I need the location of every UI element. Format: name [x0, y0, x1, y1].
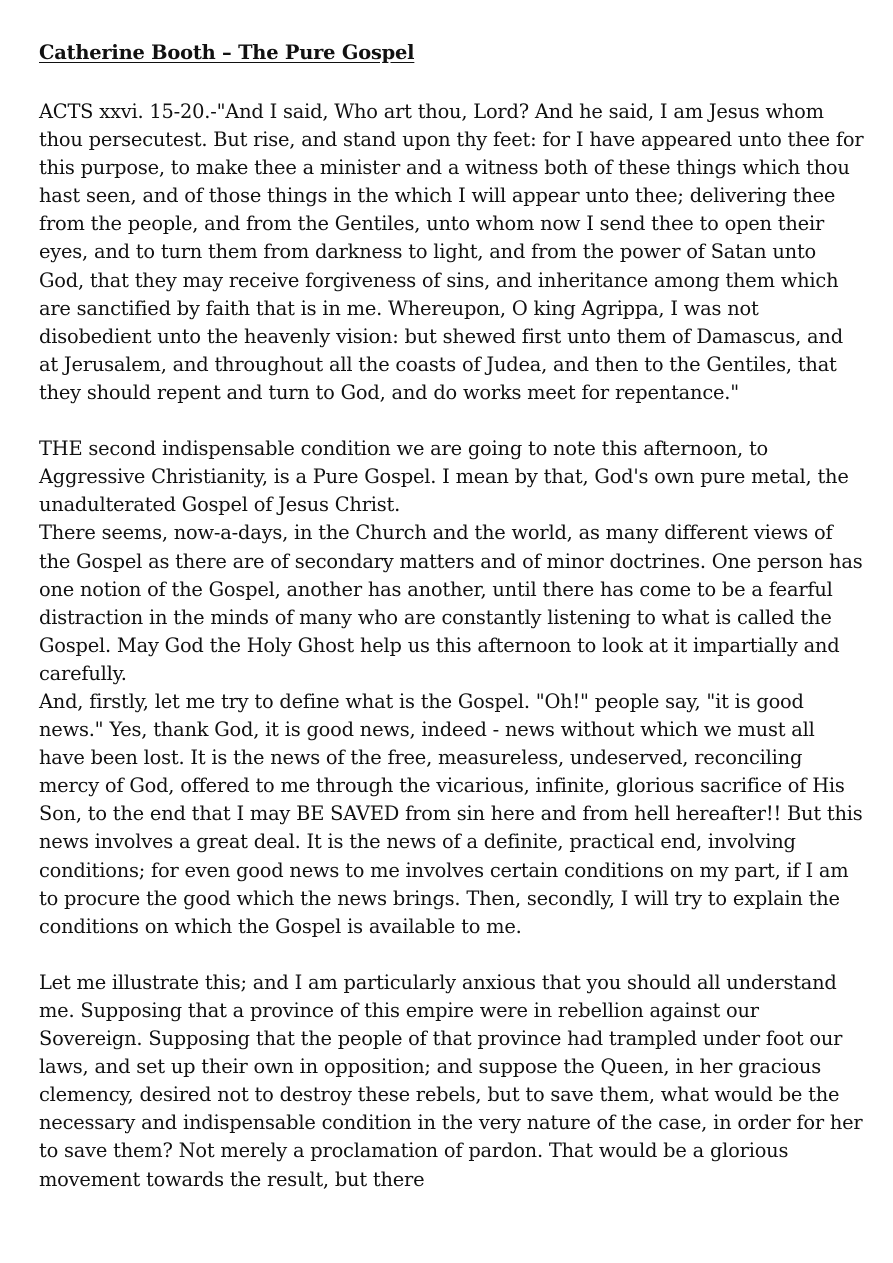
body-paragraph: And, firstly, let me try to define what is the Gospel. "Oh!" people say, "it is good news." Yes, thank God, it is good news, indeed - news without which we must all have been lost. It is the news of the free, measureless, undeserved, reconciling mercy of God, offered to me through the vicarious, infinite, glorious sacrifice of His Son, to the end that I may BE SAVED from sin here and from hell hereafter!! But this news involves a great deal. It is the news of a definite, practical end, involving conditions; for even good news to me involves certain conditions on my part, if I am to procure the good which the news brings. Then, secondly, I will try to explain the conditions on which the Gospel is available to me. — [39, 689, 863, 938]
document-page — [39, 36, 864, 1194]
document-title: Catherine Booth – The Pure Gospel — [39, 41, 415, 64]
body-paragraph: Let me illustrate this; and I am particularly anxious that you should all understand me. Supposing that a province of this empire were in rebellion against our Sovereign. Supposing that the people of that province had trampled under foot our laws, and set up their own in opposition; and suppose the Queen, in her gracious clemency, desired not to destroy these rebels, but to save them, what would be the necessary and indispensable condition in the very nature of the case, in order for her to save them? Not merely a proclamation of pardon. That would be a glorious movement towards the result, but there — [39, 970, 863, 1191]
body-paragraph: There seems, now-a-days, in the Church and the world, as many different views of the Gospel as there are of secondary matters and of minor doctrines. One person has one notion of the Gospel, another has another, until there has come to be a fearful distraction in the minds of many who are constantly listening to what is called the Gospel. May God the Holy Ghost help us this afternoon to look at it impartially and carefully. — [39, 521, 863, 685]
paragraph-gap — [39, 407, 864, 435]
scripture-paragraph: ACTS xxvi. 15-20.-"And I said, Who art thou, Lord? And he said, I am Jesus whom thou persecutest. But rise, and stand upon thy feet: for I have appeared unto thee for this purpose, to make thee a minister and a witness both of these things which thou hast seen, and of those things in the which I will appear unto thee; delivering thee from the people, and from the Gentiles, unto whom now I send thee to open their eyes, and to turn them from darkness to light, and from the power of Satan unto God, that they may receive forgiveness of sins, and inheritance among them which are sanctified by faith that is in me. Whereupon, O king Agrippa, I was not disobedient unto the heavenly vision: but shewed first unto them of Damascus, and at Jerusalem, and throughout all the coasts of Judea, and then to the Gentiles, that they should repent and turn to God, and do works meet for repentance." — [39, 100, 864, 404]
paragraph-gap — [39, 941, 864, 969]
body-paragraph: THE second indispensable condition we are going to note this afternoon, to Aggressive Christianity, is a Pure Gospel. I mean by that, God's own pure metal, the unadulterated Gospel of Jesus Christ. — [39, 437, 849, 517]
